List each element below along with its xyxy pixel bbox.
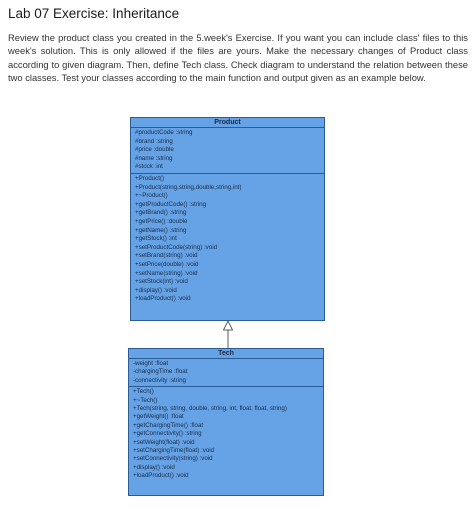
- product-attributes: [131, 128, 324, 174]
- product-attribute: #productCode :string: [135, 129, 193, 136]
- product-attribute: #name :string: [135, 154, 173, 162]
- product-method: +Product(string,string,double,string,int): [135, 183, 242, 191]
- instructions-paragraph: Review the product class you created in the 5.week's Exercise. If you want you can include class' files to this week's solution. This is only allowed if the files are yours. Make the necessary changes of Product class according to given diagram. Then, define Tech class. Check diagram to understand the relation between these two classes. Test your classes according to the main function and output given as an example below.: [8, 32, 468, 84]
- tech-attribute: -connectivity :string: [133, 376, 186, 384]
- product-attribute: #price :double: [135, 146, 174, 154]
- tech-method: +getConnectivity() :string: [133, 430, 202, 438]
- tech-methods: [129, 387, 323, 481]
- product-method: +setName(string) :void: [135, 269, 198, 277]
- page-title: Lab 07 Exercise: Inheritance: [8, 6, 180, 21]
- product-method: +getPrice() :double: [135, 217, 188, 225]
- tech-method: +setConnectivity(string) :void: [133, 455, 213, 463]
- product-class-box: [130, 117, 325, 321]
- tech-method: +loadProduct() :void: [133, 472, 189, 480]
- tech-method: +getChargingTime() :float: [133, 421, 204, 429]
- product-method: +getBrand() :string: [135, 209, 187, 217]
- tech-method: +~Tech(): [133, 396, 158, 404]
- product-method: +setPrice(double) :void: [135, 260, 199, 268]
- product-method: +getProductCode() :string: [135, 200, 207, 208]
- product-attribute: #stock :int: [135, 163, 163, 171]
- product-method: +getStock() :int: [135, 235, 177, 243]
- tech-attribute: -weight :float: [133, 360, 169, 367]
- product-method: +setBrand(string) :void: [135, 252, 198, 260]
- product-attribute: #brand :string: [135, 137, 173, 145]
- tech-method: +Tech(): [133, 388, 154, 396]
- product-method: +display() :void: [135, 286, 177, 294]
- tech-method: +Tech(string, string, double, string, int, float, float, string): [133, 404, 287, 412]
- tech-method: +getWeight() :float: [133, 413, 184, 421]
- product-method: +setProductCode(string) :void: [135, 243, 218, 251]
- tech-attribute: -chargingTime :float: [133, 368, 188, 376]
- product-method: +getName() :string: [135, 226, 187, 234]
- tech-attributes: [129, 359, 323, 387]
- tech-class-title: Tech: [129, 349, 323, 359]
- product-method: +~Product(): [135, 192, 168, 200]
- tech-method: +setWeight(float) :void: [133, 438, 195, 446]
- product-class-title: Product: [131, 118, 324, 128]
- product-method: +Product(): [135, 174, 165, 182]
- product-method: +loadProduct() :void: [135, 295, 191, 303]
- tech-class-box: [128, 348, 324, 496]
- tech-method: +setChargingTime(float) :void: [133, 446, 215, 454]
- product-method: +setStock(int) :void: [135, 278, 188, 286]
- tech-method: +display() :void: [133, 463, 175, 471]
- product-methods: [131, 174, 324, 305]
